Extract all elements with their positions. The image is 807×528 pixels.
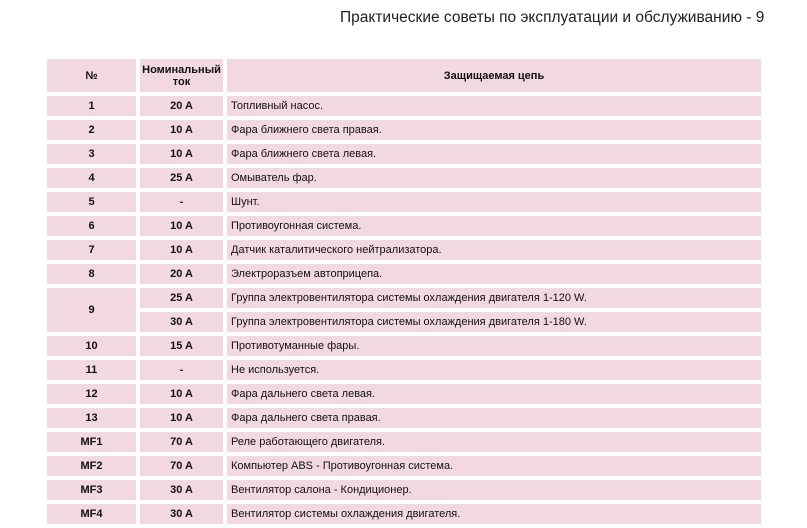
table-row xyxy=(47,432,761,452)
table-row xyxy=(47,288,761,308)
fuse-number-cell: 1 xyxy=(47,96,136,116)
fuse-number-cell: 5 xyxy=(47,192,136,212)
amperage-cell: 10 A xyxy=(140,120,223,140)
table-row xyxy=(47,504,761,524)
amperage-cell: 10 A xyxy=(140,144,223,164)
fuse-number-cell: MF4 xyxy=(47,504,136,524)
header-amperage: Номинальный ток xyxy=(140,59,223,92)
table-header-row xyxy=(47,59,761,92)
amperage-cell: 70 A xyxy=(140,456,223,476)
circuit-cell: Фара ближнего света правая. xyxy=(227,120,761,140)
fuse-number-cell: 11 xyxy=(47,360,136,380)
fuse-number-cell: 7 xyxy=(47,240,136,260)
amperage-cell: 70 A xyxy=(140,432,223,452)
fuse-number-cell: 8 xyxy=(47,264,136,284)
amperage-cell: 10 A xyxy=(140,384,223,404)
page-title: Практические советы по эксплуатации и обслуживанию - 9 xyxy=(340,9,765,26)
amperage-cell: 20 A xyxy=(140,96,223,116)
circuit-cell: Вентилятор салона - Кондиционер. xyxy=(227,480,761,500)
fuse-table xyxy=(43,55,765,528)
circuit-cell: Фара дальнего света левая. xyxy=(227,384,761,404)
fuse-number-cell: 4 xyxy=(47,168,136,188)
fuse-number-cell: 13 xyxy=(47,408,136,428)
circuit-cell: Группа электровентилятора системы охлаждения двигателя 1-180 W. xyxy=(227,312,761,332)
amperage-cell: 15 A xyxy=(140,336,223,356)
circuit-cell: Омыватель фар. xyxy=(227,168,761,188)
table-row xyxy=(47,384,761,404)
table-row xyxy=(47,336,761,356)
table-row xyxy=(47,456,761,476)
table-row xyxy=(47,96,761,116)
fuse-number-cell: 3 xyxy=(47,144,136,164)
table-row xyxy=(47,264,761,284)
circuit-cell: Электроразъем автоприцепа. xyxy=(227,264,761,284)
amperage-cell: 10 A xyxy=(140,240,223,260)
amperage-cell: 30 A xyxy=(140,480,223,500)
amperage-cell: 25 A xyxy=(140,168,223,188)
circuit-cell: Не используется. xyxy=(227,360,761,380)
amperage-cell: 20 A xyxy=(140,264,223,284)
circuit-cell: Группа электровентилятора системы охлаждения двигателя 1-120 W. xyxy=(227,288,761,308)
circuit-cell: Фара дальнего света правая. xyxy=(227,408,761,428)
table-row xyxy=(47,192,761,212)
table-row xyxy=(47,408,761,428)
circuit-cell: Топливный насос. xyxy=(227,96,761,116)
circuit-cell: Вентилятор системы охлаждения двигателя. xyxy=(227,504,761,524)
table-row xyxy=(47,120,761,140)
fuse-number-cell: 2 xyxy=(47,120,136,140)
fuse-number-cell: 9 xyxy=(47,288,136,332)
table-row xyxy=(47,216,761,236)
table-row xyxy=(47,144,761,164)
circuit-cell: Компьютер ABS - Противоугонная система. xyxy=(227,456,761,476)
amperage-cell: 30 A xyxy=(140,504,223,524)
amperage-cell: 10 A xyxy=(140,408,223,428)
fuse-number-cell: MF3 xyxy=(47,480,136,500)
fuse-number-cell: 6 xyxy=(47,216,136,236)
fuse-number-cell: MF1 xyxy=(47,432,136,452)
circuit-cell: Противотуманные фары. xyxy=(227,336,761,356)
amperage-cell: - xyxy=(140,192,223,212)
table-row xyxy=(47,312,761,332)
amperage-cell: 25 A xyxy=(140,288,223,308)
fuse-number-cell: 12 xyxy=(47,384,136,404)
circuit-cell: Противоугонная система. xyxy=(227,216,761,236)
header-circuit: Защищаемая цепь xyxy=(227,59,761,92)
table-row xyxy=(47,360,761,380)
fuse-table-body xyxy=(47,96,761,524)
table-row xyxy=(47,240,761,260)
table-row xyxy=(47,168,761,188)
fuse-number-cell: MF2 xyxy=(47,456,136,476)
amperage-cell: 10 A xyxy=(140,216,223,236)
table-row xyxy=(47,480,761,500)
fuse-number-cell: 10 xyxy=(47,336,136,356)
circuit-cell: Фара ближнего света левая. xyxy=(227,144,761,164)
header-number: № xyxy=(47,59,136,92)
circuit-cell: Реле работающего двигателя. xyxy=(227,432,761,452)
circuit-cell: Датчик каталитического нейтрализатора. xyxy=(227,240,761,260)
circuit-cell: Шунт. xyxy=(227,192,761,212)
amperage-cell: - xyxy=(140,360,223,380)
amperage-cell: 30 A xyxy=(140,312,223,332)
